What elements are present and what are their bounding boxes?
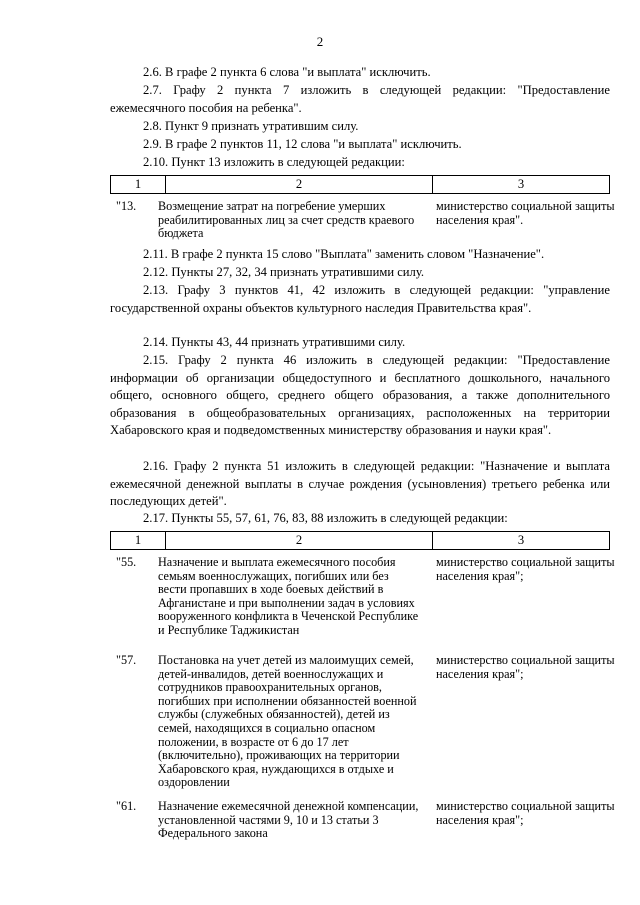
- row-number: "57.: [116, 653, 137, 667]
- row-department: министерство социальной защиты населения края";: [436, 555, 615, 583]
- table1-header-col1: 1: [111, 176, 166, 193]
- row-service-text: Назначение ежемесячной денежной компенсации, установленной частями 9, 10 и 13 статьи 3 Федерального закона: [158, 799, 419, 841]
- paragraph-2-14: 2.14. Пункты 43, 44 признать утратившими силу.: [143, 335, 406, 349]
- row-service-text: Назначение и выплата ежемесячного пособия семьям военнослужащих, погибших или без вести пропавших в ходе боевых действий в Афганистане и при выполнении задач в условиях вооруженного конфликта в Чеченской Республике и Республике Таджикистан: [158, 555, 419, 637]
- row-number: "55.: [116, 555, 137, 569]
- row-service-text: Возмещение затрат на погребение умерших реабилитированных лиц за счет средств краевого бюджета: [158, 199, 415, 241]
- table1-header: [110, 175, 610, 194]
- table2-header-col1: 1: [111, 532, 166, 549]
- paragraph-2-11: 2.11. В графе 2 пункта 15 слово "Выплата" заменить словом "Назначение".: [143, 247, 545, 261]
- row-department: министерство социальной защиты населения края".: [436, 199, 615, 227]
- paragraph-2-8: 2.8. Пункт 9 признать утратившим силу.: [143, 119, 359, 133]
- row-number: "13.: [116, 199, 137, 213]
- table2-header-col3: 3: [517, 533, 525, 547]
- paragraph-2-16: 2.16. Графу 2 пункта 51 изложить в следующей редакции: "Назначение и выплата ежемесячной денежной выплаты в случае рождения (усыновления) третьего ребенка или последующих детей".: [110, 459, 610, 509]
- row-number: "61.: [116, 799, 137, 813]
- table1-header-col3: 3: [517, 177, 525, 191]
- row-department: министерство социальной защиты населения края";: [436, 653, 615, 681]
- table2-header: [110, 531, 610, 550]
- paragraph-2-6: 2.6. В графе 2 пункта 6 слова "и выплата" исключить.: [143, 65, 431, 79]
- paragraph-2-15: 2.15. Графу 2 пункта 46 изложить в следующей редакции: "Предоставление информации об организации общедоступного и бесплатного дошкольного, начального общего, основного общего, среднего общего образования, а также дополнительного образования в общеобразовательных организациях, расположенных на территории Хабаровского края и подведомственных министерству образования и науки края".: [110, 353, 610, 438]
- table1-header-col2: 2: [166, 176, 433, 193]
- paragraph-2-12: 2.12. Пункты 27, 32, 34 признать утратившими силу.: [143, 265, 425, 279]
- row-service-text: Постановка на учет детей из малоимущих семей, детей-инвалидов, детей военнослужащих и сотрудников правоохранительных органов, погибших при исполнении обязанностей военной службы (служебных обязанностей), детей из семей, находящихся в социально опасном положении, в возрасте от 6 до 17 лет (включительно), проживающих на территории Хабаровского края, нуждающихся в отдыхе и оздоровлении: [158, 653, 417, 790]
- row-department: министерство социальной защиты населения края";: [436, 799, 615, 827]
- paragraph-2-13: 2.13. Графу 3 пунктов 41, 42 изложить в следующей редакции: "управление государственной охраны объектов культурного наследия Правительства края".: [110, 283, 610, 315]
- paragraph-2-7: 2.7. Графу 2 пункта 7 изложить в следующей редакции: "Предоставление ежемесячного пособия на ребенка".: [110, 83, 610, 115]
- page-number: 2: [316, 34, 324, 49]
- paragraph-2-10: 2.10. Пункт 13 изложить в следующей редакции:: [143, 155, 405, 169]
- paragraph-2-9: 2.9. В графе 2 пунктов 11, 12 слова "и выплата" исключить.: [143, 137, 462, 151]
- paragraph-2-17: 2.17. Пункты 55, 57, 61, 76, 83, 88 изложить в следующей редакции:: [143, 511, 508, 525]
- table2-header-col2: 2: [166, 532, 433, 549]
